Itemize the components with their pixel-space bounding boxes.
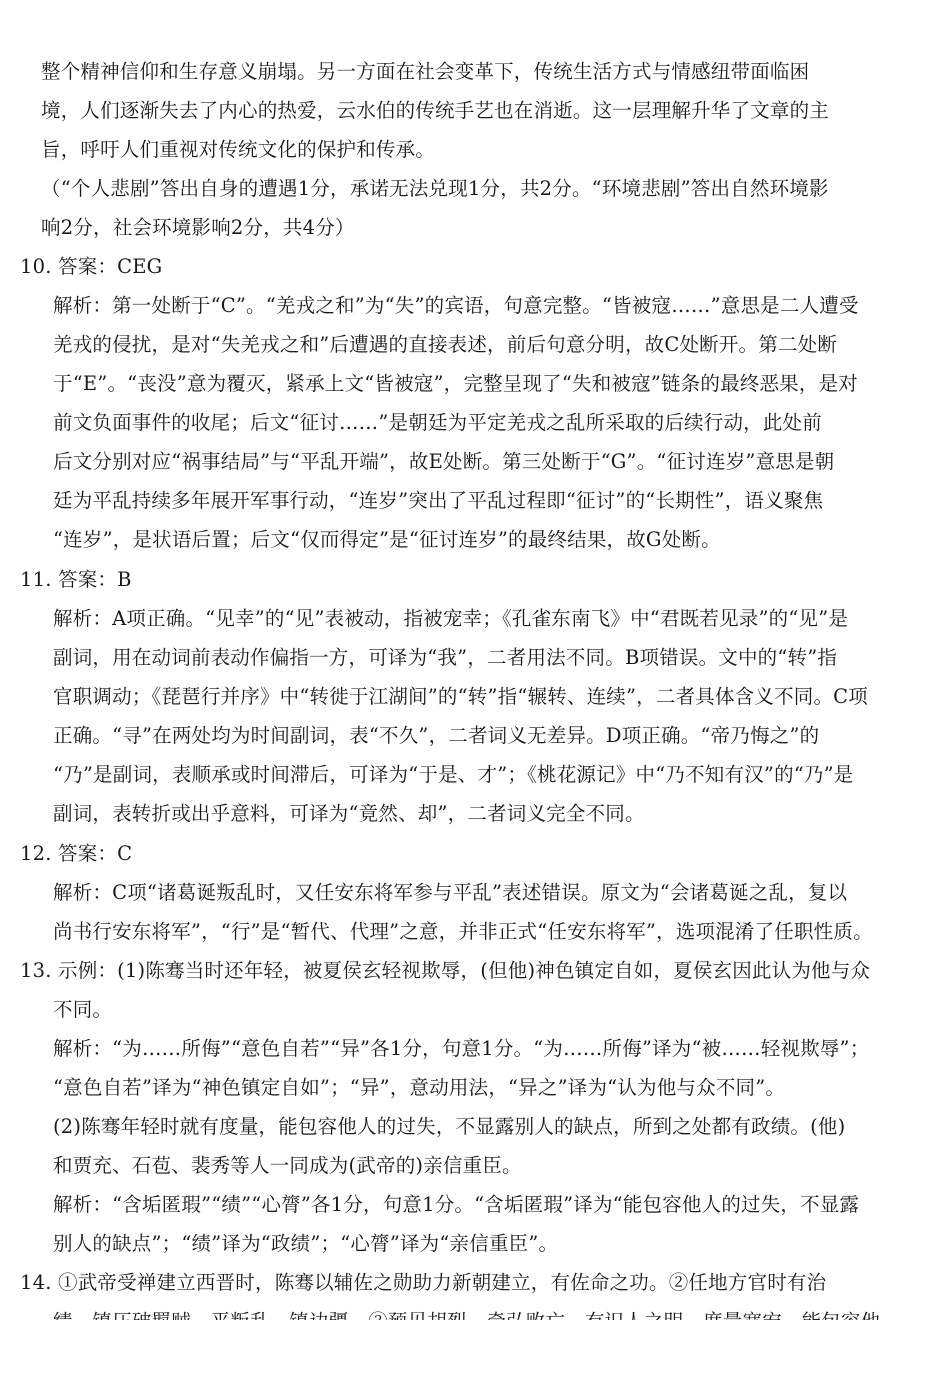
text-line: “连岁”，是状语后置；后文“仅而得定”是“征讨连岁”的最终结果，故G处断。 xyxy=(53,528,721,551)
text-line: 解析：“含垢匿瑕”“绩”“心膂”各1分，句意1分。“含垢匿瑕”译为“能包容他人的过失，不显露 xyxy=(53,1193,860,1216)
answer-heading: 12. 答案：C xyxy=(20,842,133,865)
text-line: 解析：A项正确。“见幸”的“见”表被动，指被宠幸；《孔雀东南飞》中“君既若见录”的“见”是 xyxy=(53,607,849,630)
text-line: 于“E”。“丧没”意为覆灭，紧承上文“皆被寇”，完整呈现了“失和被寇”链条的最终恶果，是对 xyxy=(53,372,858,395)
text-line: 官职调动；《琵琶行并序》中“转徙于江湖间”的“转”指“辗转、连续”，二者具体含义不同。C项 xyxy=(53,685,868,708)
text-line: 前文负面事件的收尾；后文“征讨……”是朝廷为平定羌戎之乱所采取的后续行动，此处前 xyxy=(53,411,822,434)
answer-heading: 13. 示例：(1)陈骞当时还年轻，被夏侯玄轻视欺辱，(但他)神色镇定自如，夏侯玄因此认为他与众 xyxy=(20,959,871,982)
page-bottom-crop xyxy=(0,1320,950,1398)
text-line: 尚书行安东将军”，“行”是“暂代、代理”之意，并非正式“任安东将军”，选项混淆了任职性质。 xyxy=(53,920,873,943)
text-line: （“个人悲剧”答出自身的遭遇1分，承诺无法兑现1分，共2分。“环境悲剧”答出自然环境影 xyxy=(41,177,829,200)
answer-heading: 14. ①武帝受禅建立西晋时，陈骞以辅佐之勋助力新朝建立，有佐命之功。②任地方官时有治 xyxy=(20,1271,827,1294)
text-line: 响2分，社会环境影响2分，共4分） xyxy=(41,216,355,239)
answer-heading: 10. 答案：CEG xyxy=(20,255,163,278)
text-line: 解析：C项“诸葛诞叛乱时，又任安东将军参与平乱”表述错误。原文为“会诸葛诞之乱，复以 xyxy=(53,881,848,904)
text-line: 旨，呼吁人们重视对传统文化的保护和传承。 xyxy=(41,138,436,161)
text-line: (2)陈骞年轻时就有度量，能包容他人的过失，不显露别人的缺点，所到之处都有政绩。(他) xyxy=(53,1115,846,1138)
text-line: 羌戎的侵扰，是对“失羌戎之和”后遭遇的直接表述，前后句意分明，故C处断开。第二处断 xyxy=(53,333,838,356)
text-line: 境，人们逐渐失去了内心的热爱，云水伯的传统手艺也在消逝。这一层理解升华了文章的主 xyxy=(41,99,830,122)
text-line: “意色自若”译为“神色镇定自如”；“异”，意动用法，“异之”译为“认为他与众不同”。 xyxy=(53,1076,786,1099)
text-line: 不同。 xyxy=(53,998,113,1021)
text-line: “乃”是副词，表顺承或时间滞后，可译为“于是、才”；《桃花源记》中“乃不知有汉”的“乃”是 xyxy=(53,763,854,786)
text-line: 和贾充、石苞、裴秀等人一同成为(武帝的)亲信重臣。 xyxy=(53,1154,522,1177)
text-line: 正确。“寻”在两处均为时间副词，表“不久”，二者词义无差异。D项正确。“帝乃悔之”的 xyxy=(53,724,820,747)
text-line: 别人的缺点”；“绩”译为“政绩”；“心膂”译为“亲信重臣”。 xyxy=(53,1232,559,1255)
text-line: 后文分别对应“祸事结局”与“平乱开端”，故E处断。第三处断于“G”。“征讨连岁”意思是朝 xyxy=(53,450,835,473)
text-line: 整个精神信仰和生存意义崩塌。另一方面在社会变革下，传统生活方式与情感纽带面临困 xyxy=(41,60,810,83)
text-line: 副词，表转折或出乎意料，可译为“竟然、却”，二者词义完全不同。 xyxy=(53,802,645,825)
text-line: 廷为平乱持续多年展开军事行动，“连岁”突出了平乱过程即“征讨”的“长期性”，语义聚焦 xyxy=(53,489,824,512)
text-line: 解析：第一处断于“C”。“羌戎之和”为“失”的宾语，句意完整。“皆被寇……”意思是二人遭受 xyxy=(53,294,859,317)
text-line: 副词，用在动词前表动作偏指一方，可译为“我”，二者用法不同。B项错误。文中的“转”指 xyxy=(53,646,838,669)
text-line: 解析：“为……所侮”“意色自若”“异”各1分，句意1分。“为……所侮”译为“被……轻视欺辱”； xyxy=(53,1037,870,1060)
answer-heading: 11. 答案：B xyxy=(20,568,132,591)
